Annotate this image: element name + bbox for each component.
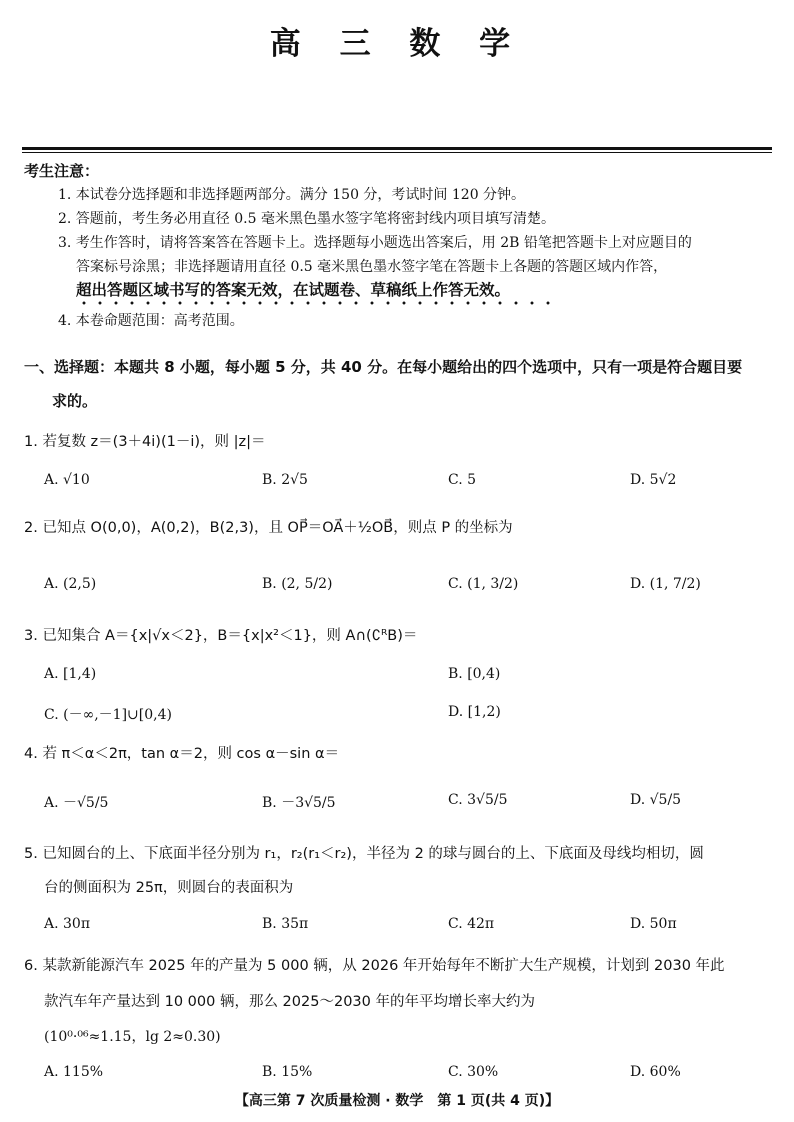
q2-option-c: C. (1, 3/2) (448, 576, 519, 592)
question-3-stem: 3. 已知集合 A＝{x|√x＜2}，B＝{x|x²＜1}，则 A∩(∁ᴿB)＝ (24, 628, 418, 644)
q4-option-b: B. －3√5/5 (262, 795, 336, 811)
q1-option-d: D. 5√2 (630, 472, 677, 488)
question-5-stem-cont: 台的侧面积为 25π，则圆台的表面积为 (44, 880, 294, 896)
q4-option-c: C. 3√5/5 (448, 792, 508, 808)
q2-option-d: D. (1, 7/2) (630, 576, 701, 592)
q2-option-a: A. (2,5) (44, 576, 97, 592)
notice-item-3: 3. 考生作答时，请将答案答在答题卡上。选择题每小题选出答案后，用 2B 铅笔把答题卡上对应题目的 (58, 235, 692, 251)
q6-option-d: D. 60% (630, 1064, 681, 1080)
exam-title: 高 三 数 学 (269, 26, 525, 62)
question-6-hint: (10⁰·⁰⁶≈1.15，lg 2≈0.30) (44, 1029, 221, 1045)
q3-option-d: D. [1,2) (448, 704, 501, 720)
header-rule-thin (22, 152, 772, 153)
q1-option-a: A. √10 (44, 472, 90, 488)
section-heading-cont: 求的。 (52, 392, 98, 410)
notice-item-3-emphasis: 超出答题区域书写的答案无效，在试题卷、草稿纸上作答无效。 (76, 281, 511, 299)
question-4-stem: 4. 若 π＜α＜2π，tan α＝2，则 cos α－sin α＝ (24, 746, 340, 762)
q5-option-a: A. 30π (44, 916, 91, 932)
q3-option-c: C. (－∞,－1]∪[0,4) (44, 707, 172, 723)
question-5-stem: 5. 已知圆台的上、下底面半径分别为 r₁，r₂(r₁＜r₂)，半径为 2 的球与圆台的上、下底面及母线均相切，圆 (24, 846, 704, 862)
emphasis-dots (76, 301, 556, 305)
question-6-stem-cont: 款汽车年产量达到 10 000 辆，那么 2025～2030 年的年平均增长率大约为 (44, 994, 535, 1010)
q6-option-c: C. 30% (448, 1064, 499, 1080)
page-footer: 【高三第 7 次质量检测 · 数学 第 1 页(共 4 页)】 (234, 1093, 560, 1109)
q5-option-d: D. 50π (630, 916, 677, 932)
question-1-stem: 1. 若复数 z＝(3＋4i)(1－i)，则 |z|＝ (24, 434, 266, 450)
header-rule-thick (22, 147, 772, 150)
notice-item-3-cont: 答案标号涂黑；非选择题请用直径 0.5 毫米黑色墨水签字笔在答题卡上各题的答题区域内作答， (76, 259, 668, 275)
q6-option-a: A. 115% (44, 1064, 104, 1080)
notice-item-4: 4. 本卷命题范围：高考范围。 (58, 313, 244, 329)
q2-option-b: B. (2, 5/2) (262, 576, 333, 592)
q5-option-c: C. 42π (448, 916, 495, 932)
question-6-stem: 6. 某款新能源汽车 2025 年的产量为 5 000 辆，从 2026 年开始每年不断扩大生产规模，计划到 2030 年此 (24, 958, 725, 974)
q5-option-b: B. 35π (262, 916, 309, 932)
q3-option-b: B. [0,4) (448, 666, 501, 682)
q1-option-b: B. 2√5 (262, 472, 308, 488)
section-heading: 一、选择题：本题共 8 小题，每小题 5 分，共 40 分。在每小题给出的四个选项中，只有一项是符合题目要 (24, 358, 743, 376)
q6-option-b: B. 15% (262, 1064, 313, 1080)
q1-option-c: C. 5 (448, 472, 477, 488)
notice-heading: 考生注意： (24, 162, 100, 180)
question-2-stem: 2. 已知点 O(0,0)，A(0,2)，B(2,3)，且 OP⃗＝OA⃗＋½OB⃗，则点 P 的坐标为 (24, 520, 513, 536)
q4-option-a: A. －√5/5 (44, 795, 109, 811)
q4-option-d: D. √5/5 (630, 792, 682, 808)
notice-item-2: 2. 答题前，考生务必用直径 0.5 毫米黑色墨水签字笔将密封线内项目填写清楚。 (58, 211, 555, 227)
q3-option-a: A. [1,4) (44, 666, 97, 682)
notice-item-1: 1. 本试卷分选择题和非选择题两部分。满分 150 分，考试时间 120 分钟。 (58, 187, 526, 203)
